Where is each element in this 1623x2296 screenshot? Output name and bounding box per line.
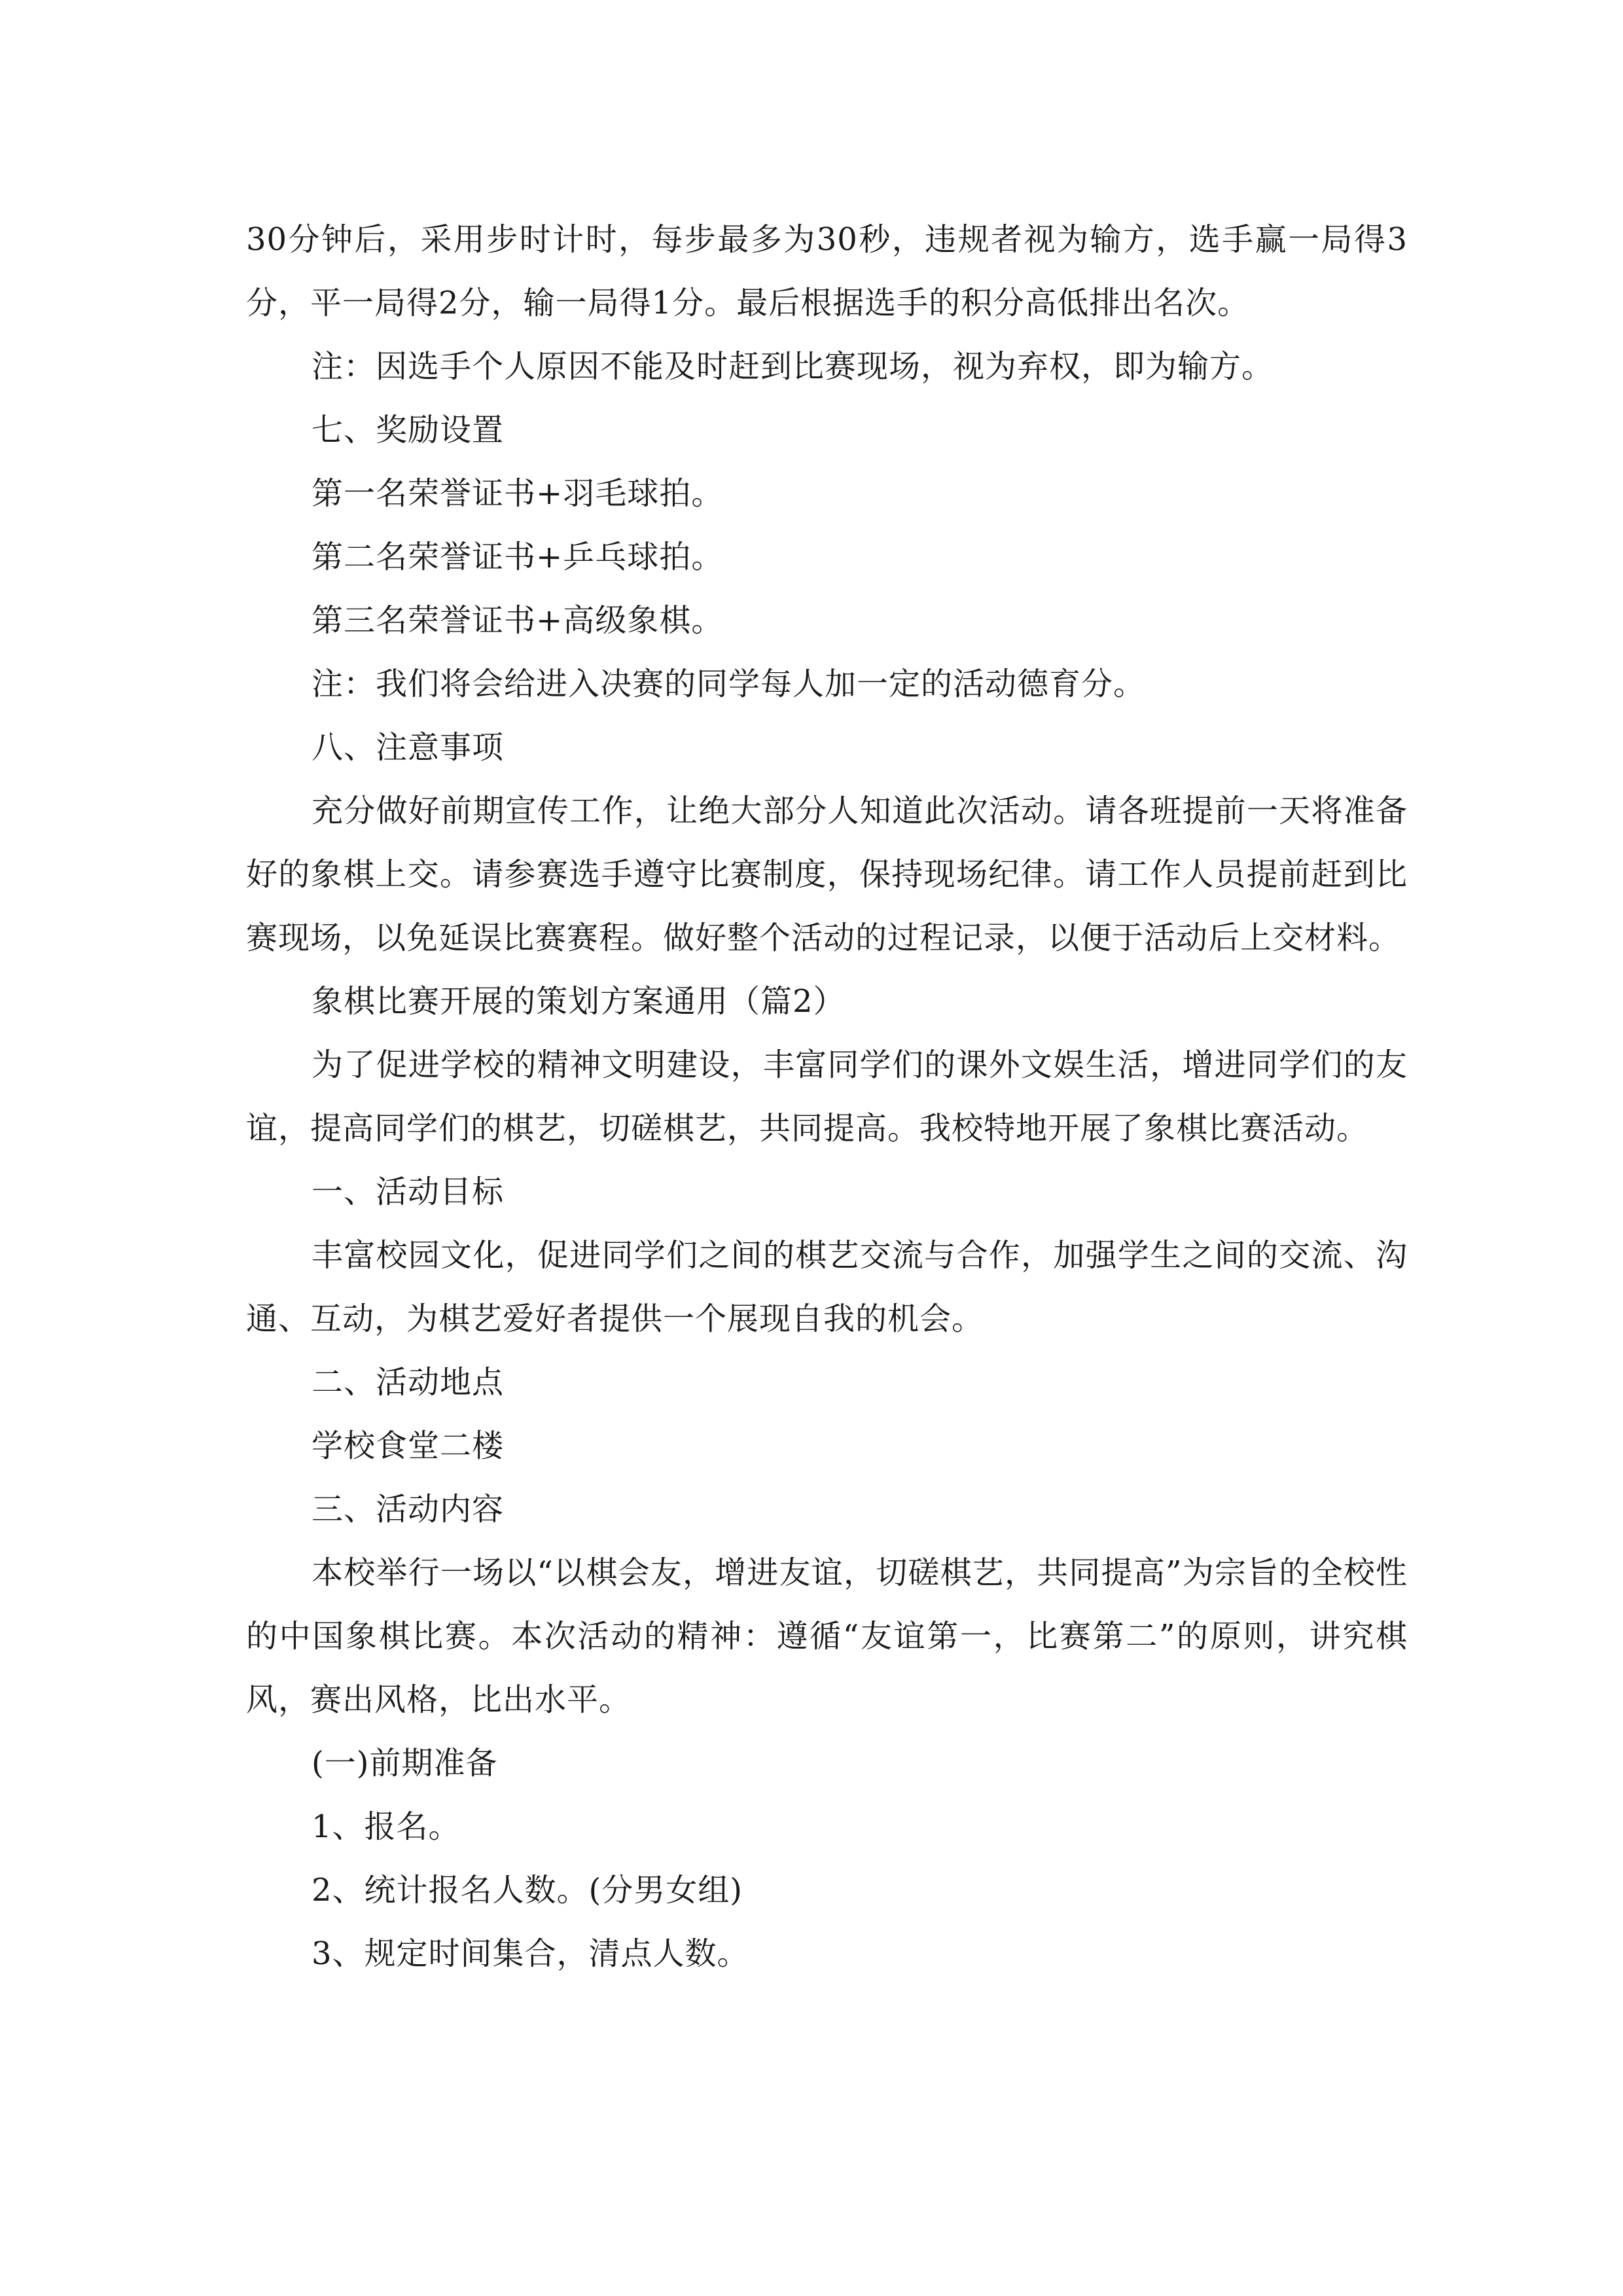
document-body (246, 208, 1408, 1986)
paragraph: 注：因选手个人原因不能及时赶到比赛现场，视为弃权，即为输方。 (312, 348, 1274, 385)
section-heading: 一、活动目标 (312, 1174, 505, 1210)
paragraph: 充分做好前期宣传工作，让绝大部分人知道此次活动。请各班提前一天将准备好的象棋上交。请参赛选手遵守比赛制度，保持现场纪律。请工作人员提前赶到比赛现场，以免延误比赛赛程。做好整个活动的过程记录，以便于活动后上交材料。 (246, 793, 1408, 956)
subsection-heading: (一)前期准备 (312, 1745, 498, 1782)
document-title: 象棋比赛开展的策划方案通用（篇2） (312, 983, 846, 1020)
paragraph: 注：我们将会给进入决赛的同学每人加一定的活动德育分。 (312, 666, 1146, 702)
list-item: 2、统计报名人数。(分男女组) (312, 1872, 743, 1909)
paragraph: 本校举行一场以“以棋会友，增进友谊，切磋棋艺，共同提高”为宗旨的全校性的中国象棋比赛。本次活动的精神：遵循“友谊第一，比赛第二”的原则，讲究棋风，赛出风格，比出水平。 (246, 1554, 1408, 1718)
list-item: 3、规定时间集合，清点人数。 (312, 1935, 749, 1972)
paragraph: 第一名荣誉证书+羽毛球拍。 (312, 475, 724, 512)
section-heading: 二、活动地点 (312, 1364, 505, 1401)
section-heading: 三、活动内容 (312, 1491, 505, 1528)
paragraph: 学校食堂二楼 (312, 1427, 505, 1464)
paragraph: 为了促进学校的精神文明建设，丰富同学们的课外文娱生活，增进同学们的友谊，提高同学们的棋艺，切磋棋艺，共同提高。我校特地开展了象棋比赛活动。 (246, 1047, 1408, 1147)
paragraph: 第三名荣誉证书+高级象棋。 (312, 602, 724, 639)
list-item: 1、报名。 (312, 1808, 461, 1845)
paragraph: 30分钟后，采用步时计时，每步最多为30秒，违规者视为输方，选手赢一局得3分，平一局得2分，输一局得1分。最后根据选手的积分高低排出名次。 (246, 221, 1408, 321)
paragraph: 第二名荣誉证书+乒乓球拍。 (312, 539, 724, 575)
paragraph: 丰富校园文化，促进同学们之间的棋艺交流与合作，加强学生之间的交流、沟通、互动，为棋艺爱好者提供一个展现自我的机会。 (246, 1237, 1408, 1337)
section-heading: 七、奖励设置 (312, 412, 505, 448)
section-heading: 八、注意事项 (312, 729, 505, 766)
